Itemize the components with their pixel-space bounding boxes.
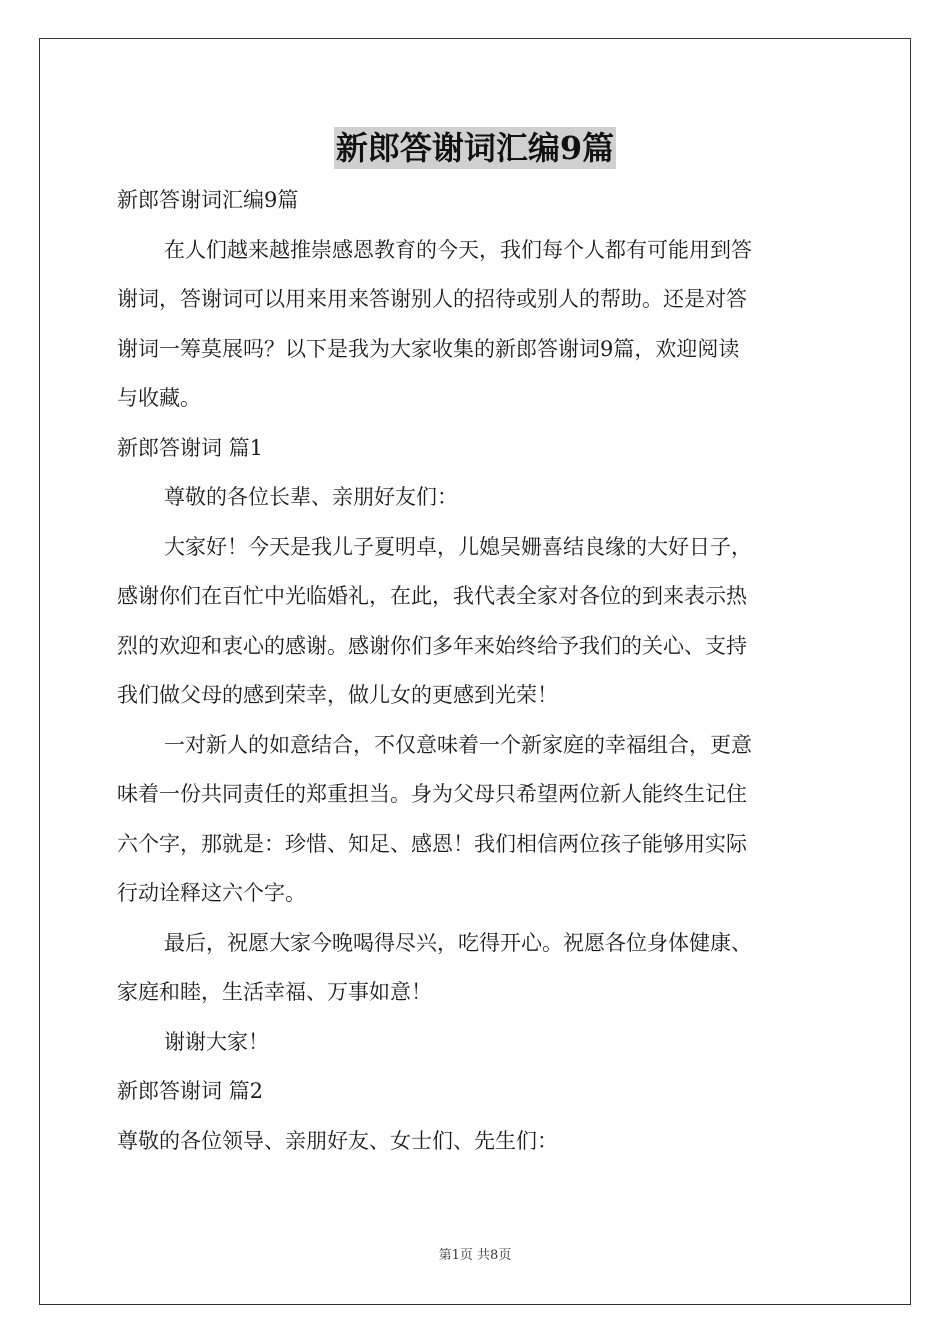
paragraph-line: 六个字，那就是：珍惜、知足、感恩！我们相信两位孩子能够用实际 — [117, 832, 747, 856]
paragraph-line: 我们做父母的感到荣幸，做儿女的更感到光荣！ — [117, 683, 558, 707]
paragraph-line: 大家好！今天是我儿子夏明卓，儿媳吴姗喜结良缘的大好日子， — [164, 535, 752, 559]
paragraph-line: 谢谢大家！ — [164, 1030, 269, 1054]
paragraph-line: 烈的欢迎和衷心的感谢。感谢你们多年来始终给予我们的关心、支持 — [117, 634, 747, 658]
paragraph-line: 谢词，答谢词可以用来用来答谢别人的招待或别人的帮助。还是对答 — [117, 287, 747, 311]
paragraph-line: 最后，祝愿大家今晚喝得尽兴，吃得开心。祝愿各位身体健康、 — [164, 931, 752, 955]
paragraph-line: 感谢你们在百忙中光临婚礼，在此，我代表全家对各位的到来表示热 — [117, 584, 747, 608]
paragraph-line: 家庭和睦，生活幸福、万事如意！ — [117, 980, 432, 1004]
section-heading: 新郎答谢词 篇1 — [117, 436, 264, 460]
paragraph-line: 在人们越来越推崇感恩教育的今天，我们每个人都有可能用到答 — [164, 238, 752, 262]
paragraph-line: 行动诠释这六个字。 — [117, 881, 306, 905]
section-heading: 新郎答谢词 篇2 — [117, 1079, 264, 1103]
paragraph-line: 味着一份共同责任的郑重担当。身为父母只希望两位新人能终生记住 — [117, 782, 747, 806]
paragraph-line: 尊敬的各位领导、亲朋好友、女士们、先生们： — [117, 1129, 558, 1153]
paragraph-line: 与收藏。 — [117, 386, 201, 410]
subtitle-line: 新郎答谢词汇编9篇 — [117, 188, 299, 212]
paragraph-line: 谢词一筹莫展吗？以下是我为大家收集的新郎答谢词9篇，欢迎阅读 — [117, 337, 740, 361]
paragraph-line: 尊敬的各位长辈、亲朋好友们： — [164, 485, 458, 509]
page-border — [39, 38, 911, 1305]
page-footer: 第1页 共8页 — [438, 1248, 512, 1263]
title-wrap — [0, 127, 950, 169]
document-title: 新郎答谢词汇编9篇 — [335, 129, 615, 167]
paragraph-line: 一对新人的如意结合，不仅意味着一个新家庭的幸福组合，更意 — [164, 733, 752, 757]
